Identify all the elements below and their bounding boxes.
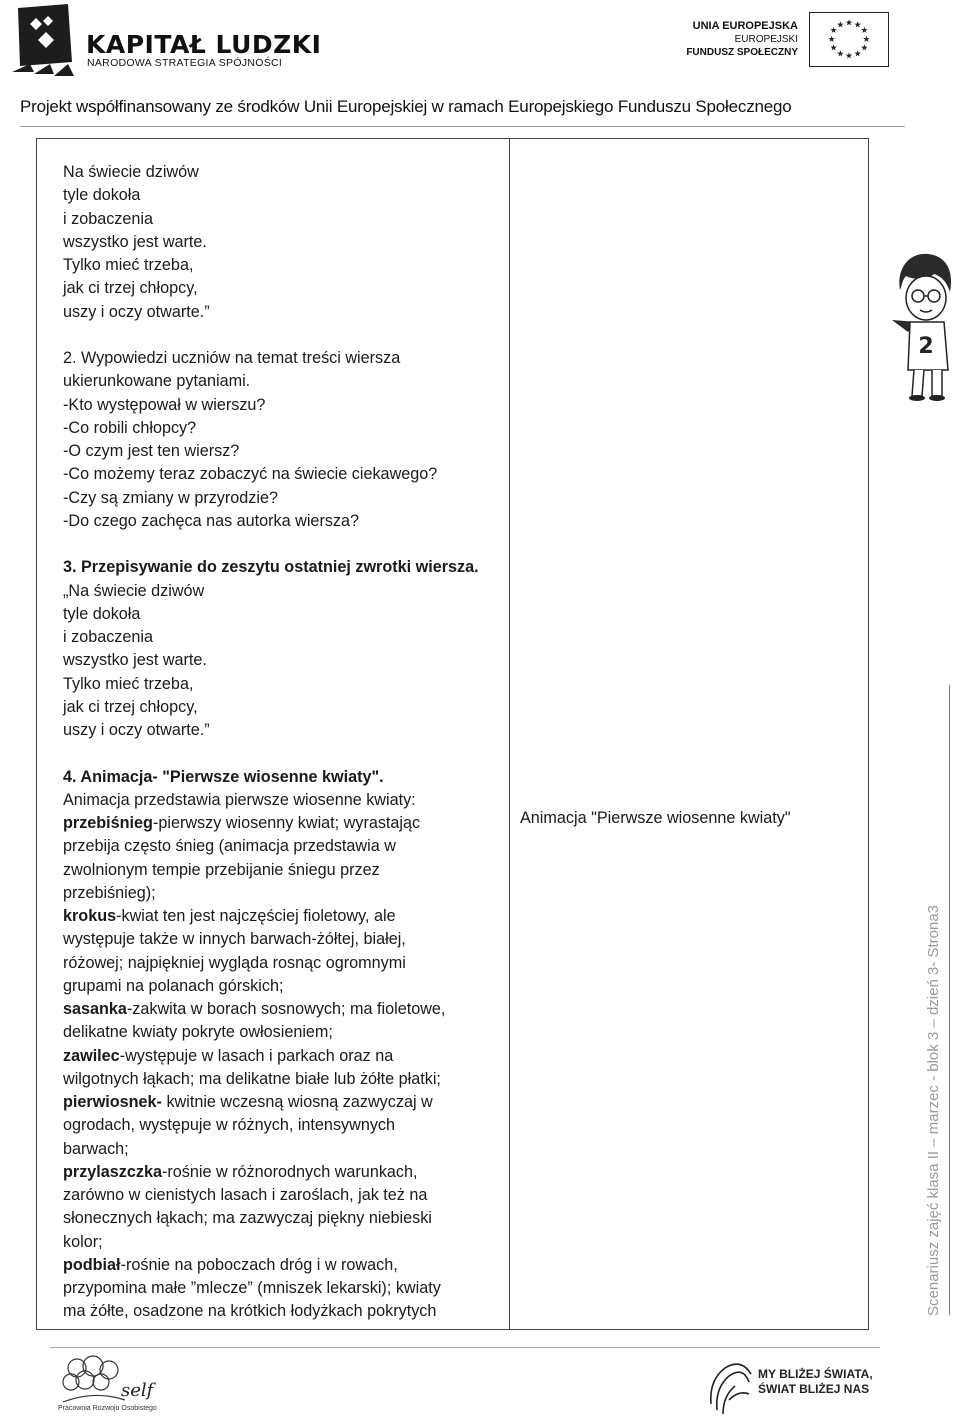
mascot-number: 2 bbox=[918, 334, 934, 359]
poem-line: „Na świecie dziwów bbox=[63, 581, 205, 600]
poem-line: uszy i oczy otwarte.” bbox=[63, 721, 210, 739]
flower-desc-line: kolor; bbox=[63, 1232, 103, 1251]
flower-krokus bbox=[63, 905, 503, 928]
flower-desc: kwitnie wczesną wiosną zazwyczaj w bbox=[161, 1093, 433, 1111]
flower-desc-line: delikatne kwiaty pokryte owłosieniem; bbox=[63, 1023, 333, 1042]
flower-desc: -zakwita w borach sosnowych; ma fioletowe, bbox=[126, 1000, 446, 1018]
flower-desc-line: przebiśnieg); bbox=[63, 883, 156, 902]
logo-title: KAPITAŁ LUDZKI bbox=[86, 30, 322, 59]
svg-text:★: ★ bbox=[836, 20, 845, 31]
section-4-intro: Animacja przedstawia pierwsze wiosenne kwiaty: bbox=[63, 790, 416, 809]
flower-desc: -pierwszy wiosenny kwiat; wyrastając bbox=[152, 814, 421, 832]
section-2-title: 2. Wypowiedzi uczniów na temat treści wiersza bbox=[63, 349, 401, 367]
flower-podbial bbox=[63, 1254, 503, 1277]
flower-desc: -kwiat ten jest najczęściej fioletowy, ale bbox=[116, 907, 396, 925]
svg-text:★: ★ bbox=[853, 20, 862, 31]
svg-text:★: ★ bbox=[845, 18, 853, 29]
kapital-ludzki-logo bbox=[10, 2, 80, 82]
section-4-title: 4. Animacja- "Pierwsze wiosenne kwiaty". bbox=[63, 767, 384, 786]
flower-przylaszczka bbox=[63, 1161, 503, 1184]
materials-note: Animacja "Pierwsze wiosenne kwiaty" bbox=[520, 809, 791, 827]
flower-przebisnieg bbox=[63, 812, 503, 835]
flower-desc-line: zwolnionym tempie przebijanie śniegu przez bbox=[63, 860, 380, 879]
logo-subtitle: NARODOWA STRATEGIA SPÓJNOŚCI bbox=[87, 57, 283, 69]
svg-text:★: ★ bbox=[853, 49, 862, 60]
globe-hands-logo bbox=[705, 1360, 755, 1415]
lesson-table bbox=[36, 138, 869, 1330]
svg-text:★: ★ bbox=[829, 26, 838, 37]
self-logo-text: self bbox=[121, 1380, 154, 1401]
poem-stanza bbox=[63, 161, 503, 324]
poem-line: uszy i oczy otwarte.” bbox=[63, 302, 210, 321]
motto-line2: ŚWIAT BLIŻEJ NAS bbox=[758, 1382, 870, 1396]
svg-text:★: ★ bbox=[860, 26, 869, 37]
poem-line: jak ci trzej chłopcy, bbox=[63, 279, 198, 298]
svg-text:★: ★ bbox=[836, 49, 845, 60]
section-3 bbox=[63, 556, 503, 742]
flower-sasanka bbox=[63, 998, 503, 1021]
eu-label-line1: UNIA EUROPEJSKA bbox=[692, 20, 798, 32]
eu-flag-icon bbox=[809, 12, 889, 67]
flower-desc: -występuje w lasach i parkach oraz na bbox=[119, 1046, 394, 1065]
section-2-title-cont: ukierunkowane pytaniami. bbox=[63, 372, 251, 391]
poem-line: Tylko mieć trzeba, bbox=[63, 674, 194, 693]
header-divider bbox=[20, 126, 905, 127]
flower-pierwiosnek bbox=[63, 1091, 503, 1114]
svg-text:★: ★ bbox=[862, 34, 871, 45]
flower-term: krokus bbox=[63, 907, 117, 925]
mascot-child-icon bbox=[888, 250, 958, 405]
motto-text bbox=[758, 1367, 873, 1397]
question-item: -Do czego zachęca nas autorka wiersza? bbox=[63, 511, 360, 530]
poem-line: jak ci trzej chłopcy, bbox=[63, 697, 198, 716]
flower-term: przylaszczka bbox=[63, 1162, 162, 1181]
vertical-page-footer: Scenariusz zajęć klasa II – marzec - blok 3 – dzień 3- Strona3 bbox=[925, 904, 942, 1316]
svg-text:★: ★ bbox=[827, 34, 836, 45]
flower-zawilec bbox=[63, 1045, 503, 1068]
svg-text:★: ★ bbox=[829, 43, 838, 54]
flower-desc-line: różowej; najpiękniej wygląda rosnąc ogromnymi bbox=[63, 953, 406, 972]
column-divider bbox=[509, 139, 510, 1329]
section-3-title: 3. Przepisywanie do zeszytu ostatniej zwrotki wiersza. bbox=[63, 558, 479, 577]
flower-term: zawilec bbox=[63, 1046, 120, 1065]
flower-term: przebiśnieg bbox=[63, 814, 153, 832]
flower-desc-line: ogrodach, występuje w różnych, intensywnych bbox=[63, 1116, 396, 1135]
question-item: -O czym jest ten wiersz? bbox=[63, 442, 240, 460]
svg-text:★: ★ bbox=[860, 43, 869, 54]
section-2 bbox=[63, 347, 503, 533]
section-4 bbox=[63, 766, 503, 1324]
poem-line: i zobaczenia bbox=[63, 209, 153, 228]
flower-desc: -rośnie na poboczach dróg i w rowach, bbox=[120, 1255, 398, 1274]
flower-desc-line: słonecznych łąkach; ma zazwyczaj piękny niebieski bbox=[63, 1209, 432, 1228]
flower-desc-line: grupami na polanach górskich; bbox=[63, 976, 284, 995]
poem-line: tyle dokoła bbox=[63, 604, 141, 623]
flower-term: sasanka bbox=[63, 1000, 127, 1018]
poem-line: tyle dokoła bbox=[63, 186, 141, 205]
flower-term: pierwiosnek- bbox=[63, 1093, 162, 1111]
lesson-content-cell bbox=[63, 161, 503, 1324]
footer-divider bbox=[50, 1347, 880, 1348]
poem-line: Tylko mieć trzeba, bbox=[63, 256, 194, 274]
poem-line: wszystko jest warte. bbox=[63, 651, 207, 670]
flower-desc-line: barwach; bbox=[63, 1139, 129, 1158]
flower-desc-line: występuje także w innych barwach-żółtej, białej, bbox=[63, 930, 406, 949]
flower-desc: -rośnie w różnorodnych warunkach, bbox=[161, 1162, 418, 1181]
question-item: -Kto występował w wierszu? bbox=[63, 395, 266, 414]
flower-desc-line: przypomina małe ”mlecze” (mniszek lekarski); kwiaty bbox=[63, 1279, 441, 1297]
poem-line: wszystko jest warte. bbox=[63, 232, 207, 251]
flower-desc-line: ma żółte, osadzone na krótkich łodyżkach pokrytych bbox=[63, 1302, 437, 1321]
vertical-divider bbox=[949, 685, 950, 1315]
project-cofinancing-line: Projekt współfinansowany ze środków Unii Europejskiej w ramach Europejskiego Funduszu Społecznego bbox=[20, 97, 792, 116]
flower-desc-line: wilgotnych łąkach; ma delikatne białe lub żółte płatki; bbox=[63, 1069, 441, 1088]
eu-label bbox=[686, 20, 798, 59]
flower-term: podbiał bbox=[63, 1255, 121, 1274]
eu-label-line3: FUNDUSZ SPOŁECZNY bbox=[686, 47, 798, 58]
question-item: -Co możemy teraz zobaczyć na świecie ciekawego? bbox=[63, 465, 438, 484]
self-caption: Pracownia Rozwoju Osobistego bbox=[58, 1405, 157, 1412]
poem-line: i zobaczenia bbox=[63, 628, 153, 646]
poem-line: Na świecie dziwów bbox=[63, 163, 199, 181]
flower-desc-line: przebija często śnieg (animacja przedstawia w bbox=[63, 837, 396, 856]
question-item: -Co robili chłopcy? bbox=[63, 418, 197, 437]
flower-desc-line: zarówno w cienistych lasach i zaroślach, jak też na bbox=[63, 1186, 428, 1204]
eu-label-line2: EUROPEJSKI bbox=[734, 34, 798, 45]
page-header bbox=[0, 0, 960, 130]
motto-line1: MY BLIŻEJ ŚWIATA, bbox=[758, 1367, 873, 1381]
svg-text:★: ★ bbox=[845, 51, 853, 62]
question-item: -Czy są zmiany w przyrodzie? bbox=[63, 488, 278, 507]
